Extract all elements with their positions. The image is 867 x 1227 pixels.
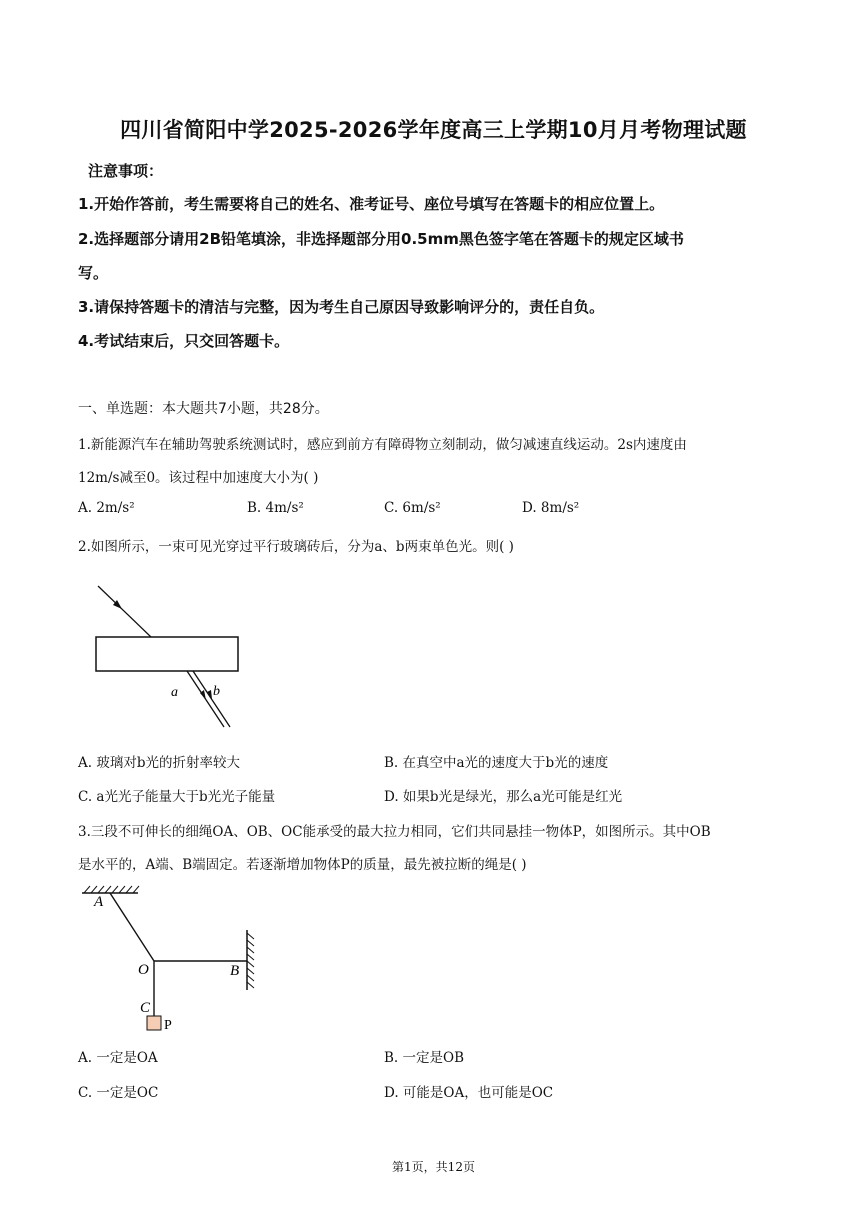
q3-stem-line2: 是水平的，A端、B端固定。若逐渐增加物体P的质量，最先被拉断的绳是( ) [78,857,527,873]
q2-stem: 2.如图所示，一束可见光穿过平行玻璃砖后，分为a、b两束单色光。则( ) [78,539,514,555]
svg-text:B: B [230,963,240,979]
q2-option-d: D. 如果b光是绿光，那么a光可能是红光 [384,789,623,805]
rope-oa [110,893,154,961]
svg-text:P: P [164,1018,172,1033]
q3-option-c: C. 一定是OC [78,1085,159,1101]
notice-item-2-cont: 写。 [78,264,109,282]
svg-text:A: A [94,894,104,910]
q3-option-d: D. 可能是OA，也可能是OC [384,1085,554,1101]
q2-option-b: B. 在真空中a光的速度大于b光的速度 [384,755,609,771]
q1-stem-line1: 1.新能源汽车在辅助驾驶系统测试时，感应到前方有障碍物立刻制动，做匀减速直线运动。2s内速度由 [78,437,687,453]
label-b: b [213,684,220,699]
q3-option-b: B. 一定是OB [384,1050,464,1066]
page-footer: 第1页，共12页 [392,1160,475,1174]
svg-text:C: C [140,1000,151,1016]
q1-stem-line2: 12m/s减至0。该过程中加速度大小为( ) [78,470,319,486]
svg-text:O: O [138,962,149,978]
q1-option-b: B. 4m/s² [247,500,304,516]
q2-option-a: A. 玻璃对b光的折射率较大 [78,755,240,771]
page-title: 四川省简阳中学2025-2026学年度高三上学期10月月考物理试题 [120,118,747,142]
q1-option-d: D. 8m/s² [522,500,580,516]
notice-item-4: 4.考试结束后，只交回答题卡。 [78,332,290,350]
q2-option-c: C. a光光子能量大于b光光子能量 [78,789,276,805]
notice-heading: 注意事项： [88,162,164,180]
notice-item-2: 2.选择题部分请用2B铅笔填涂，非选择题部分用0.5mm黑色签字笔在答题卡的规定区域书 [78,230,684,248]
q3-option-a: A. 一定是OA [78,1050,158,1066]
section-heading: 一、单选题：本大题共7小题，共28分。 [78,401,329,417]
label-a: a [171,685,178,700]
q1-option-c: C. 6m/s² [384,500,441,516]
notice-item-3: 3.请保持答题卡的清洁与完整，因为考生自己原因导致影响评分的，责任自负。 [78,298,605,316]
q3-stem-line1: 3.三段不可伸长的细绳OA、OB、OC能承受的最大拉力相同，它们共同悬挂一物体P，如图所示。其中OB [78,824,711,840]
block-p [147,1016,161,1030]
notice-item-1: 1.开始作答前，考生需要将自己的姓名、准考证号、座位号填写在答题卡的相应位置上。 [78,195,665,213]
q1-option-a: A. 2m/s² [78,500,135,516]
